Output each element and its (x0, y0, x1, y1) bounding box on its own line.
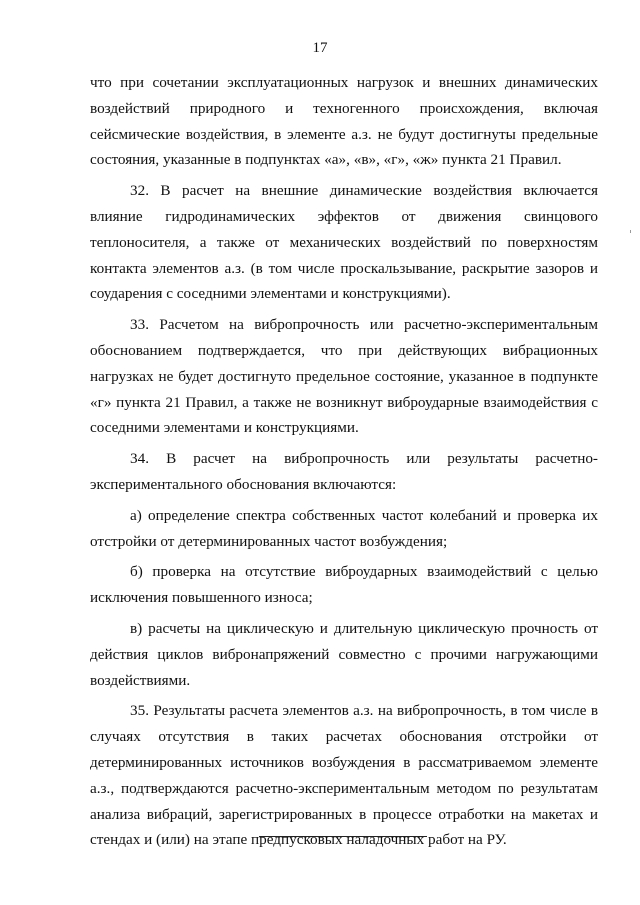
paragraph-item-33: 33. Расчетом на вибропрочность или расчетно-экспериментальным обоснованием подтверждается, что при действующих вибрационных нагрузках не будет достигнуто предельное состояние, указанное в подпункте «г» пункта 21 Правил, а также не возникнут виброударные взаимодействия с соседними элементами и конструкциями. (90, 316, 598, 437)
document-body (90, 70, 598, 853)
end-separator-line (259, 836, 427, 837)
page-number: 17 (312, 40, 328, 56)
scan-artifact (630, 230, 631, 233)
paragraph-item-34-b: б) проверка на отсутствие виброударных взаимодействий с целью исключения повышенного износа; (90, 563, 598, 607)
paragraph-item-34-c: в) расчеты на циклическую и длительную циклическую прочность от действия циклов вибронапряжений совместно с прочими нагружающими воздействиями. (90, 619, 598, 689)
paragraph-item-32: 32. В расчет на внешние динамические воздействия включается влияние гидродинамических эффектов от движения свинцового теплоносителя, а также от механических воздействий по поверхностям контакта элементов а.з. (в том числе проскальзывание, раскрытие зазоров и соударения с соседними элементами и конструкциями). (90, 182, 598, 303)
paragraph-item-34: 34. В расчет на вибропрочность или результаты расчетно-экспериментального обоснования включаются: (90, 450, 598, 493)
paragraph-item-34-a: а) определение спектра собственных частот колебаний и проверка их отстройки от детерминированных частот возбуждения; (90, 506, 598, 550)
paragraph-continuation: что при сочетании эксплуатационных нагрузок и внешних динамических воздействий природного и техногенного происхождения, включая сейсмические воздействия, в элементе а.з. не будут достигнуты предельные состояния, указанные в подпунктах «а», «в», «г», «ж» пункта 21 Правил. (90, 74, 598, 169)
paragraph-item-35: 35. Результаты расчета элементов а.з. на вибропрочность, в том числе в случаях отсутствия в таких расчетах обоснования отстройки от детерминированных источников возбуждения в рассматриваемом элементе а.з., подтверждаются расчетно-экспериментальным методом по результатам анализа вибраций, зарегистрированных в процессе отработки на макетах и стендах и (или) на этапе предпусковых наладочных работ на РУ. (90, 702, 598, 849)
